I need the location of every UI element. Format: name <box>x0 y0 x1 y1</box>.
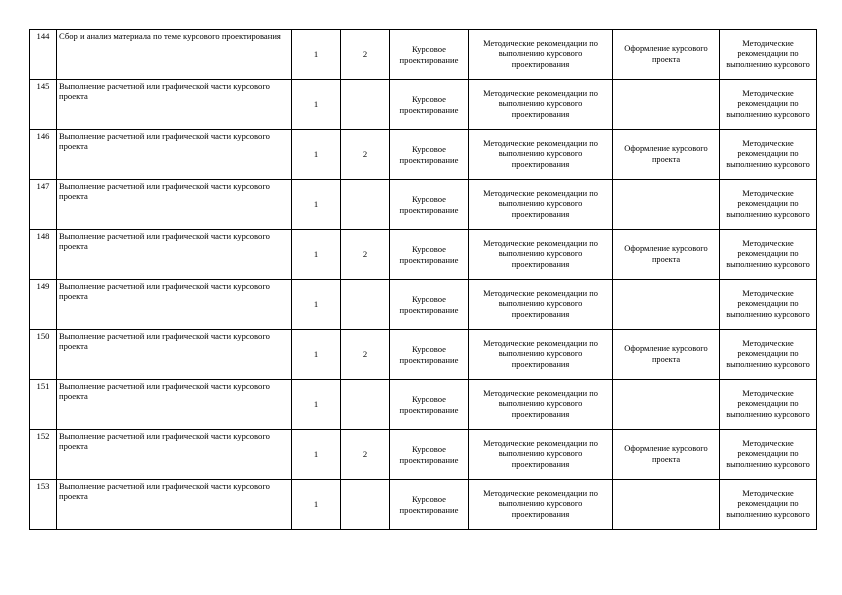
week-number <box>341 80 390 130</box>
lesson-type: Курсовое проектирование <box>390 180 469 230</box>
week-number: 2 <box>341 30 390 80</box>
independent-task: Оформление курсового проекта <box>613 430 720 480</box>
row-number: 147 <box>30 180 57 230</box>
table-row <box>30 30 817 80</box>
lesson-topic: Выполнение расчетной или графической части курсового проекта <box>57 280 292 330</box>
independent-task <box>613 480 720 530</box>
lesson-topic: Выполнение расчетной или графической части курсового проекта <box>57 380 292 430</box>
hours-count: 1 <box>292 230 341 280</box>
lesson-plan-table <box>29 29 817 530</box>
independent-task: Оформление курсового проекта <box>613 30 720 80</box>
week-number <box>341 480 390 530</box>
week-number: 2 <box>341 430 390 480</box>
teaching-materials: Методические рекомендации по выполнению курсового проектирования <box>469 430 613 480</box>
table-row <box>30 430 817 480</box>
teaching-materials: Методические рекомендации по выполнению курсового проектирования <box>469 380 613 430</box>
independent-task: Оформление курсового проекта <box>613 330 720 380</box>
independent-task: Оформление курсового проекта <box>613 130 720 180</box>
week-number <box>341 280 390 330</box>
lesson-type: Курсовое проектирование <box>390 480 469 530</box>
week-number: 2 <box>341 230 390 280</box>
hours-count: 1 <box>292 180 341 230</box>
table-row <box>30 180 817 230</box>
control-form: Методические рекомендации по выполнению курсового <box>720 280 817 330</box>
independent-task <box>613 180 720 230</box>
row-number: 144 <box>30 30 57 80</box>
lesson-plan-body <box>30 30 817 530</box>
row-number: 145 <box>30 80 57 130</box>
independent-task: Оформление курсового проекта <box>613 230 720 280</box>
row-number: 146 <box>30 130 57 180</box>
lesson-type: Курсовое проектирование <box>390 280 469 330</box>
control-form: Методические рекомендации по выполнению курсового <box>720 30 817 80</box>
table-row <box>30 480 817 530</box>
table-row <box>30 280 817 330</box>
lesson-topic: Выполнение расчетной или графической части курсового проекта <box>57 480 292 530</box>
hours-count: 1 <box>292 430 341 480</box>
lesson-topic: Выполнение расчетной или графической части курсового проекта <box>57 330 292 380</box>
control-form: Методические рекомендации по выполнению курсового <box>720 230 817 280</box>
row-number: 150 <box>30 330 57 380</box>
lesson-type: Курсовое проектирование <box>390 330 469 380</box>
week-number: 2 <box>341 130 390 180</box>
teaching-materials: Методические рекомендации по выполнению курсового проектирования <box>469 480 613 530</box>
lesson-type: Курсовое проектирование <box>390 80 469 130</box>
control-form: Методические рекомендации по выполнению курсового <box>720 80 817 130</box>
week-number <box>341 180 390 230</box>
teaching-materials: Методические рекомендации по выполнению курсового проектирования <box>469 180 613 230</box>
lesson-type: Курсовое проектирование <box>390 230 469 280</box>
lesson-topic: Выполнение расчетной или графической части курсового проекта <box>57 180 292 230</box>
lesson-type: Курсовое проектирование <box>390 380 469 430</box>
table-row <box>30 380 817 430</box>
teaching-materials: Методические рекомендации по выполнению курсового проектирования <box>469 330 613 380</box>
hours-count: 1 <box>292 280 341 330</box>
hours-count: 1 <box>292 480 341 530</box>
week-number <box>341 380 390 430</box>
control-form: Методические рекомендации по выполнению курсового <box>720 430 817 480</box>
control-form: Методические рекомендации по выполнению курсового <box>720 330 817 380</box>
row-number: 151 <box>30 380 57 430</box>
table-row <box>30 80 817 130</box>
lesson-topic: Выполнение расчетной или графической части курсового проекта <box>57 80 292 130</box>
hours-count: 1 <box>292 130 341 180</box>
lesson-topic: Сбор и анализ материала по теме курсового проектирования <box>57 30 292 80</box>
table-row <box>30 130 817 180</box>
teaching-materials: Методические рекомендации по выполнению курсового проектирования <box>469 80 613 130</box>
hours-count: 1 <box>292 380 341 430</box>
row-number: 152 <box>30 430 57 480</box>
table-row <box>30 330 817 380</box>
teaching-materials: Методические рекомендации по выполнению курсового проектирования <box>469 130 613 180</box>
lesson-type: Курсовое проектирование <box>390 130 469 180</box>
independent-task <box>613 80 720 130</box>
control-form: Методические рекомендации по выполнению курсового <box>720 130 817 180</box>
independent-task <box>613 280 720 330</box>
lesson-type: Курсовое проектирование <box>390 30 469 80</box>
teaching-materials: Методические рекомендации по выполнению курсового проектирования <box>469 280 613 330</box>
lesson-topic: Выполнение расчетной или графической части курсового проекта <box>57 130 292 180</box>
hours-count: 1 <box>292 330 341 380</box>
row-number: 148 <box>30 230 57 280</box>
control-form: Методические рекомендации по выполнению курсового <box>720 180 817 230</box>
lesson-topic: Выполнение расчетной или графической части курсового проекта <box>57 230 292 280</box>
lesson-type: Курсовое проектирование <box>390 430 469 480</box>
independent-task <box>613 380 720 430</box>
teaching-materials: Методические рекомендации по выполнению курсового проектирования <box>469 230 613 280</box>
lesson-topic: Выполнение расчетной или графической части курсового проекта <box>57 430 292 480</box>
hours-count: 1 <box>292 80 341 130</box>
table-row <box>30 230 817 280</box>
row-number: 149 <box>30 280 57 330</box>
week-number: 2 <box>341 330 390 380</box>
control-form: Методические рекомендации по выполнению курсового <box>720 380 817 430</box>
hours-count: 1 <box>292 30 341 80</box>
row-number: 153 <box>30 480 57 530</box>
control-form: Методические рекомендации по выполнению курсового <box>720 480 817 530</box>
teaching-materials: Методические рекомендации по выполнению курсового проектирования <box>469 30 613 80</box>
